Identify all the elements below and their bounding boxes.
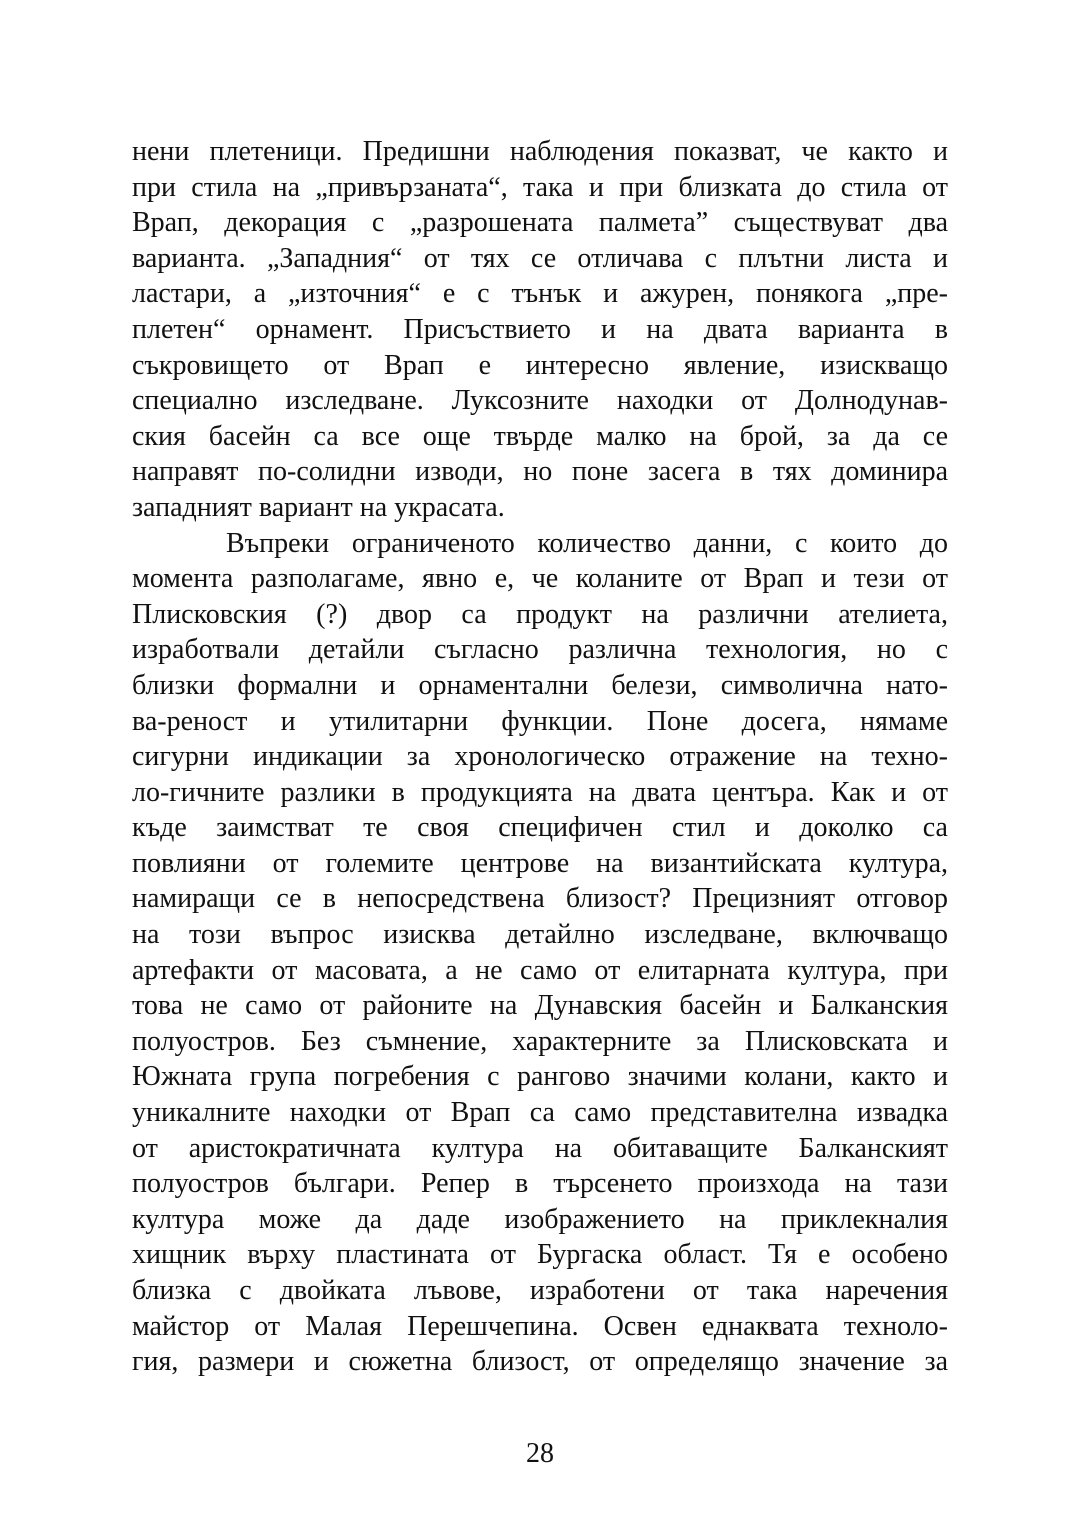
text-line: намиращи се в непосредствена близост? Прецизният отговор bbox=[132, 883, 948, 915]
text-line: плетен“ орнамент. Присъствието и на двата варианта в bbox=[132, 313, 948, 345]
paragraph-2 bbox=[132, 526, 948, 1380]
text-line: Въпреки ограниченото количество данни, с които до bbox=[226, 527, 948, 559]
text-line: ва-реност и утилитарни функции. Поне досега, нямаме bbox=[132, 705, 948, 737]
text-line: ло-гичните разлики в продукцията на двата центъра. Как и от bbox=[132, 776, 948, 808]
text-line: на този въпрос изисква детайлно изследване, включващо bbox=[132, 919, 948, 951]
text-line: повлияни от големите центрове на византийската култура, bbox=[132, 847, 948, 879]
text-line: хищник върху пластината от Бургаска област. Тя е особено bbox=[132, 1239, 948, 1271]
text-line: изработвали детайли съгласно различна технология, но с bbox=[132, 634, 948, 666]
paragraph-1 bbox=[132, 134, 948, 526]
text-line: ластари, а „източния“ е с тънък и ажурен, понякога „пре- bbox=[132, 278, 948, 310]
text-line: при стила на „привързаната“, така и при близката до стила от bbox=[132, 171, 948, 203]
text-line: това не само от районите на Дунавския басейн и Балканския bbox=[132, 990, 948, 1022]
text-line: уникалните находки от Врап са само представителна извадка bbox=[132, 1097, 948, 1129]
text-line: сигурни индикации за хронологическо отражение на техно- bbox=[132, 741, 948, 773]
text-line: Южната група погребения с рангово значими колани, както и bbox=[132, 1061, 948, 1093]
text-line: култура може да даде изображението на приклекналия bbox=[132, 1203, 948, 1235]
text-line: съкровището от Врап е интересно явление, изискващо bbox=[132, 349, 948, 381]
text-line: специално изследване. Луксозните находки от Долнодунав- bbox=[132, 385, 948, 417]
text-line: полуостров българи. Репер в търсенето произхода на тази bbox=[132, 1168, 948, 1200]
text-line: близка с двойката лъвове, изработени от така наречения bbox=[132, 1275, 948, 1306]
body-text bbox=[132, 134, 948, 1380]
page-number: 28 bbox=[526, 1438, 554, 1469]
text-line: къде заимстват те своя специфичен стил и доколко са bbox=[132, 812, 948, 844]
text-line: Врап, декорация с „разрошената палмета” съществуват два bbox=[132, 207, 948, 239]
text-line: Плисковския (?) двор са продукт на различни ателиета, bbox=[132, 598, 948, 630]
text-line: близки формални и орнаментални белези, символична нато- bbox=[132, 669, 948, 701]
text-line: западният вариант на украсата. bbox=[132, 491, 505, 523]
text-line: от аристократичната култура на обитаващите Балканският bbox=[132, 1132, 948, 1164]
text-line: нени плетеници. Предишни наблюдения показват, че както и bbox=[132, 136, 948, 167]
text-line: варианта. „Западния“ от тях се отличава с плътни листа и bbox=[132, 242, 948, 274]
text-line: гия, размери и сюжетна близост, от определящо значение за bbox=[132, 1346, 948, 1378]
text-line: момента разполагаме, явно е, че коланите от Врап и тези от bbox=[132, 563, 948, 595]
text-line: направят по-солидни изводи, но поне засега в тях доминира bbox=[132, 456, 948, 488]
text-line: артефакти от масовата, а не само от елитарната култура, при bbox=[132, 954, 948, 986]
text-line: полуостров. Без съмнение, характерните за Плисковската и bbox=[132, 1025, 948, 1057]
text-line: майстор от Малая Перешчепина. Освен еднаквата техноло- bbox=[132, 1310, 948, 1342]
text-line: ския басейн са все още твърде малко на брой, за да се bbox=[132, 420, 948, 452]
